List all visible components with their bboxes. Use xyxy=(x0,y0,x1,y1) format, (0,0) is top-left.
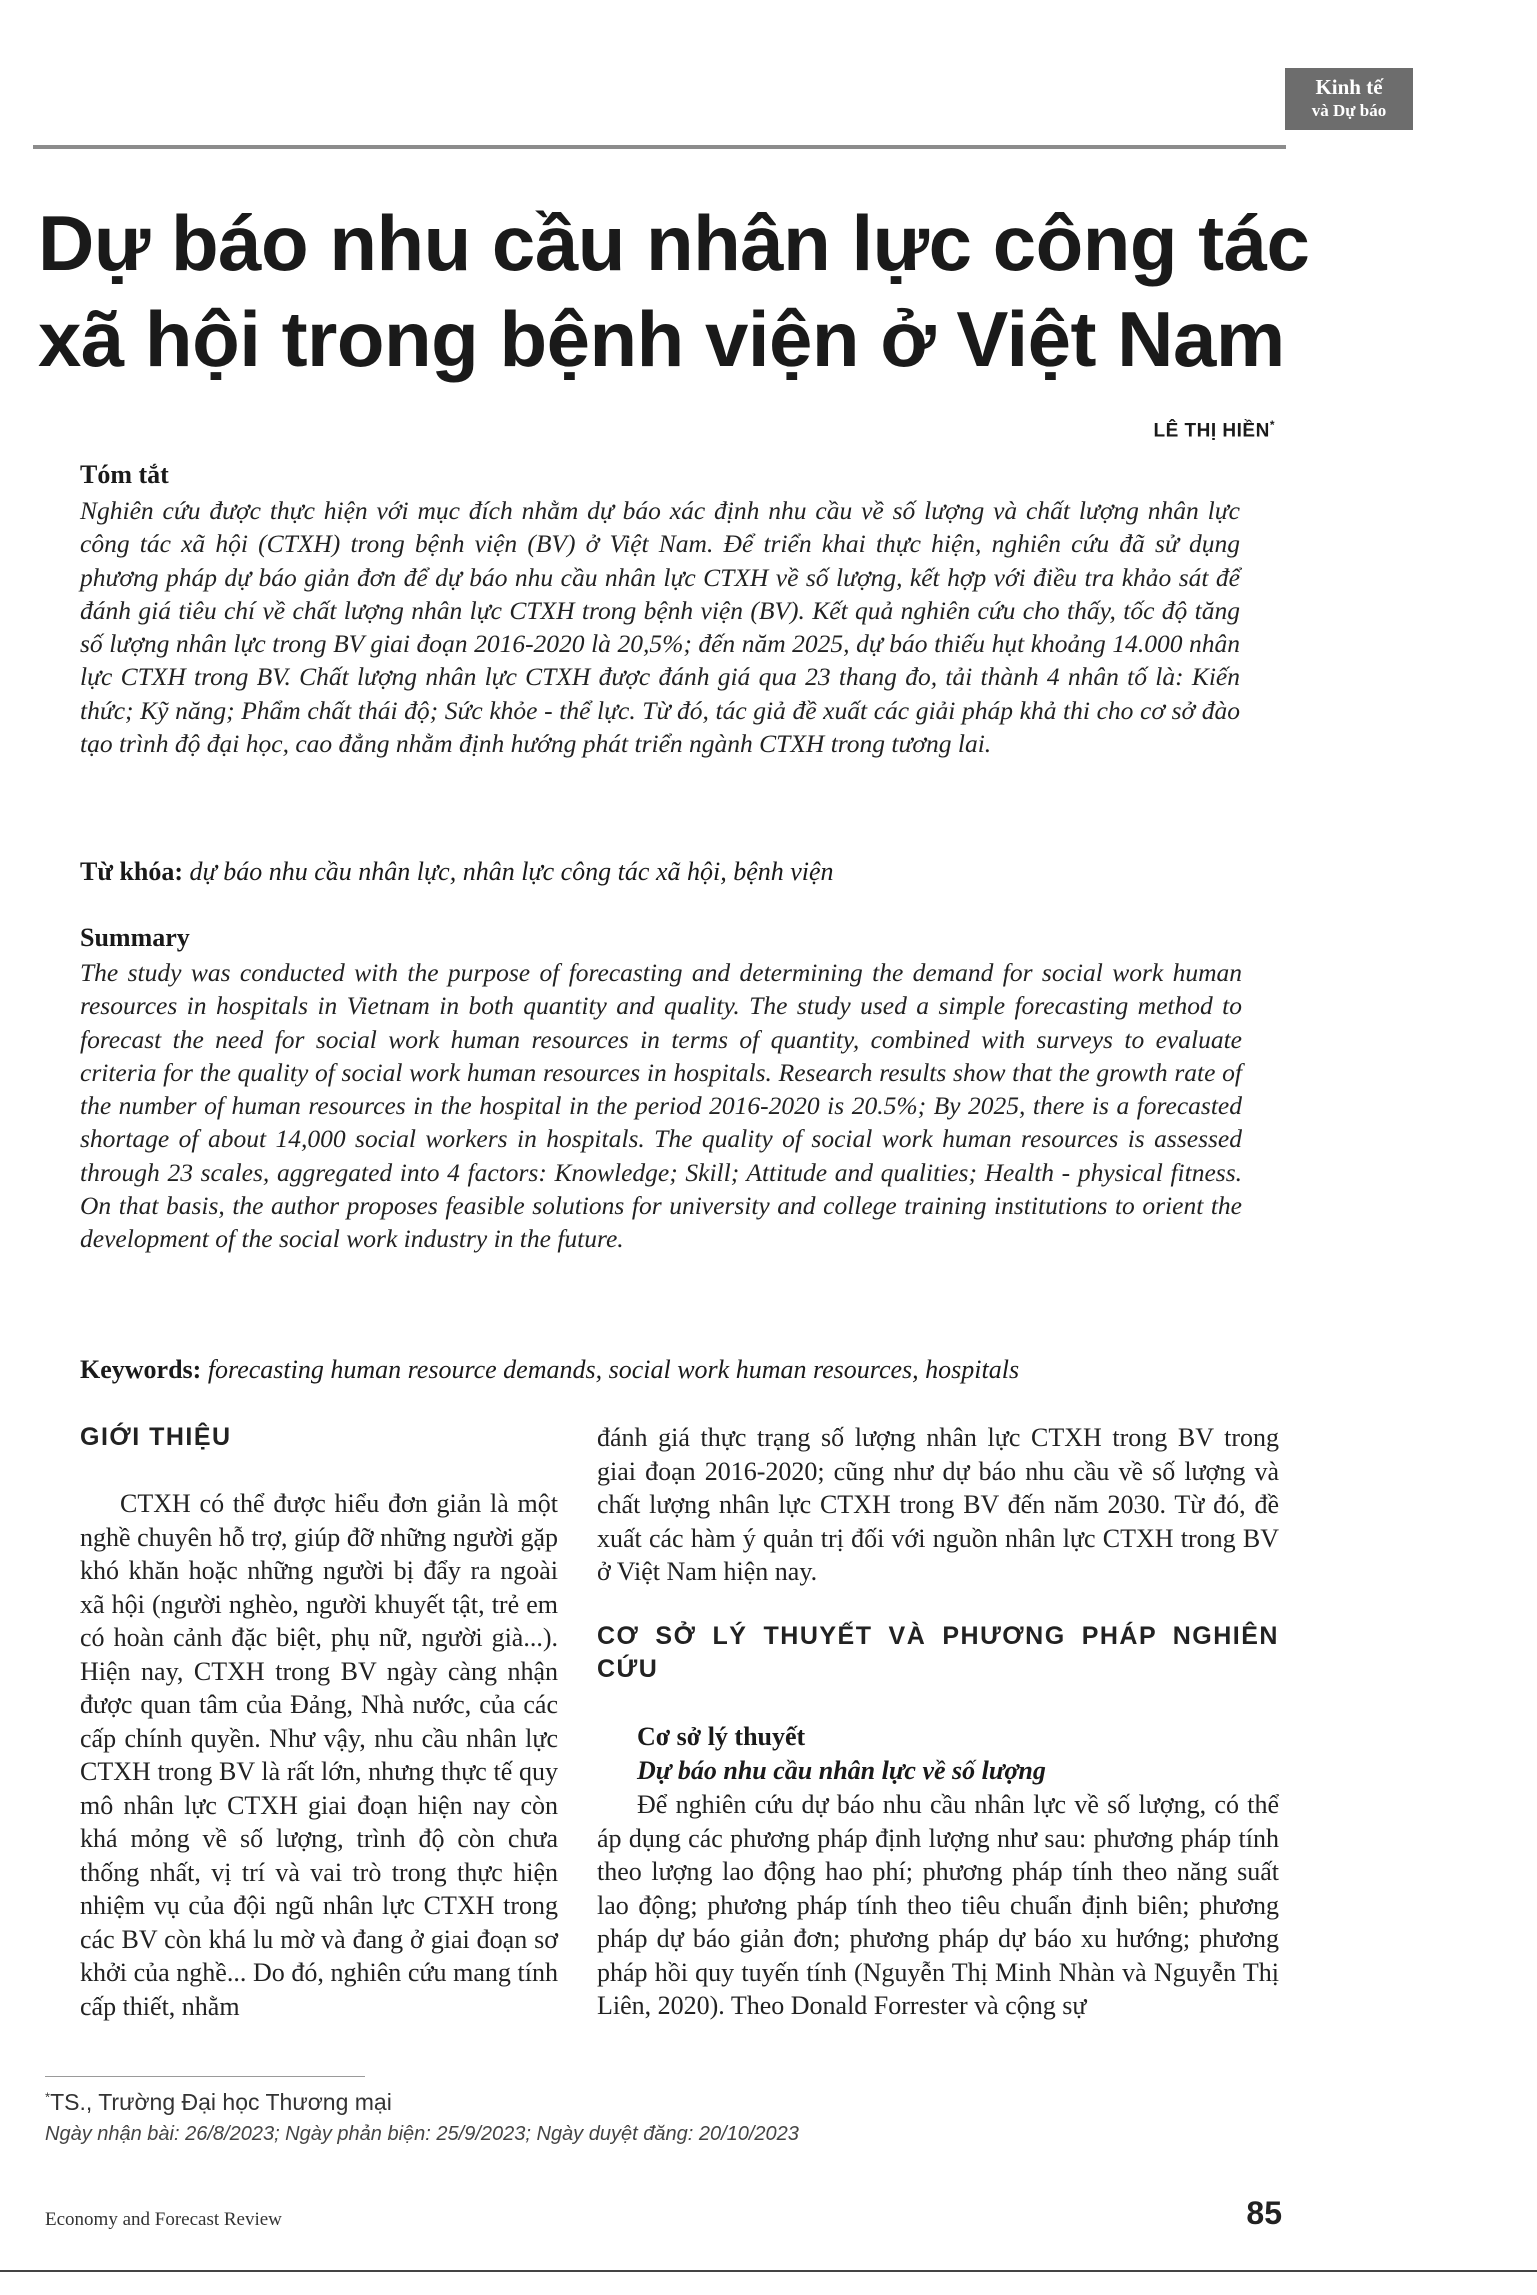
abstract-en-heading: Summary xyxy=(80,923,190,952)
footnote-dates: Ngày nhận bài: 26/8/2023; Ngày phản biện: 25/9/2023; Ngày duyệt đăng: 20/10/2023 xyxy=(45,2123,799,2145)
keywords-en-text: forecasting human resource demands, social work human resources, hospitals xyxy=(207,1355,1020,1384)
article-title: Dự báo nhu cầu nhân lực công tác xã hội trong bệnh viện ở Việt Nam xyxy=(38,199,1310,383)
intro-left-column: CTXH có thể được hiểu đơn giản là một nghề chuyên hỗ trợ, giúp đỡ những người gặp khó khăn hoặc những người bị đẩy ra ngoài xã hội (người nghèo, người khuyết tật, trẻ em có hoàn cảnh đặc biệt, phụ nữ, người già...). Hiện nay, CTXH trong BV ngày càng nhận được quan tâm của Đảng, Nhà nước, của các cấp chính quyền. Như vậy, nhu cầu nhân lực CTXH trong BV là rất lớn, nhưng thực tế quy mô nhân lực CTXH giai đoạn hiện nay còn khá mỏng về số lượng, trình độ còn chưa thống nhất, vị trí và vai trò trong thực hiện nhiệm vụ của đội ngũ nhân lực CTXH trong các BV còn khá lu mờ và đang ở giai đoạn sơ khởi của nghề... Do đó, nghiên cứu mang tính cấp thiết, nhằm xyxy=(80,1489,558,2021)
footnote-rule xyxy=(45,2076,365,2077)
footnote-mark: * xyxy=(45,2089,51,2105)
keywords-vi-text: dự báo nhu cầu nhân lực, nhân lực công tác xã hội, bệnh viện xyxy=(189,857,834,886)
keywords-vi-label: Từ khóa: xyxy=(80,857,184,886)
abstract-vi-body: Nghiên cứu được thực hiện với mục đích nhằm dự báo xác định nhu cầu về số lượng và chất lượng nhân lực công tác xã hội (CTXH) trong bệnh viện (BV) ở Việt Nam. Để triển khai thực hiện, nghiên cứu đã sử dụng phương pháp dự báo giản đơn để dự báo nhu cầu nhân lực CTXH về số lượng, kết hợp với điều tra khảo sát để đánh giá tiêu chí về chất lượng nhân lực CTXH trong bệnh viện (BV). Kết quả nghiên cứu cho thấy, tốc độ tăng số lượng nhân lực trong BV giai đoạn 2016-2020 là 20,5%; đến năm 2025, dự báo thiếu hụt khoảng 14.000 nhân lực CTXH trong BV. Chất lượng nhân lực CTXH được đánh giá qua 23 thang đo, tải thành 4 nhân tố là: Kiến thức; Kỹ năng; Phẩm chất thái độ; Sức khỏe - thể lực. Từ đó, tác giả đề xuất các giải pháp khả thi cho cơ sở đào tạo trình độ đại học, cao đẳng nhằm định hướng phát triển ngành CTXH trong tương lai. xyxy=(80,496,1240,759)
theory-text: Để nghiên cứu dự báo nhu cầu nhân lực về số lượng, có thể áp dụng các phương pháp định lượng như sau: phương pháp tính theo lượng lao động hao phí; phương pháp tính theo năng suất lao động; phương pháp tính theo tiêu chuẩn định biên; phương pháp dự báo giản đơn; phương pháp dự báo xu hướng; phương pháp hồi quy tuyến tính (Nguyễn Thị Minh Nhàn và Nguyễn Thị Liên, 2020). Theo Donald Forrester và cộng sự xyxy=(597,1790,1279,2020)
author xyxy=(1153,418,1275,442)
header-rule xyxy=(33,145,1286,149)
section-badge xyxy=(1285,68,1413,130)
theory-subsubheading: Dự báo nhu cầu nhân lực về số lượng xyxy=(637,1756,1046,1785)
badge-line-1: Kinh tế xyxy=(1315,75,1383,99)
theory-subheading: Cơ sở lý thuyết xyxy=(637,1722,806,1751)
page-number: 85 xyxy=(1246,2195,1282,2231)
keywords-en xyxy=(80,1355,1260,1385)
affiliation-text: TS., Trường Đại học Thương mại xyxy=(50,2089,392,2115)
badge-line-2: và Dự báo xyxy=(1311,101,1387,120)
author-name: LÊ THỊ HIỀN xyxy=(1153,420,1270,442)
footnote-affiliation xyxy=(45,2089,392,2116)
theory-heading: CƠ SỞ LÝ THUYẾT VÀ PHƯƠNG PHÁP NGHIÊN CỨU xyxy=(597,1622,1279,1683)
intro-heading: GIỚI THIỆU xyxy=(80,1423,232,1451)
keywords-en-label: Keywords: xyxy=(80,1355,202,1384)
intro-right-column: đánh giá thực trạng số lượng nhân lực CTXH trong BV trong giai đoạn 2016-2020; cũng như dự báo nhu cầu về số lượng và chất lượng nhân lực CTXH trong BV đến năm 2030. Từ đó, đề xuất các hàm ý quản trị đối với nguồn nhân lực CTXH trong BV ở Việt Nam hiện nay. xyxy=(597,1423,1279,1586)
abstract-vi-heading: Tóm tắt xyxy=(80,460,169,489)
author-footnote-mark: * xyxy=(1269,418,1275,432)
keywords-vi xyxy=(80,857,1260,887)
bottom-rule xyxy=(0,2270,1537,2272)
journal-name: Economy and Forecast Review xyxy=(45,2209,282,2230)
abstract-en-body: The study was conducted with the purpose of forecasting and determining the demand for social work human resources in hospitals in Vietnam in both quantity and quality. The study used a simple forecasting method to forecast the need for social work human resources in terms of quantity, combined with surveys to evaluate criteria for the quality of social work human resources in hospitals. Research results show that the growth rate of the number of human resources in the hospital in the period 2016-2020 is 20.5%; By 2025, there is a forecasted shortage of about 14,000 social workers in hospitals. The quality of social work human resources is assessed through 23 scales, aggregated into 4 factors: Knowledge; Skill; Attitude and qualities; Health - physical fitness. On that basis, the author proposes feasible solutions for university and college training institutions to orient the development of the social work industry in the future. xyxy=(80,958,1242,1254)
